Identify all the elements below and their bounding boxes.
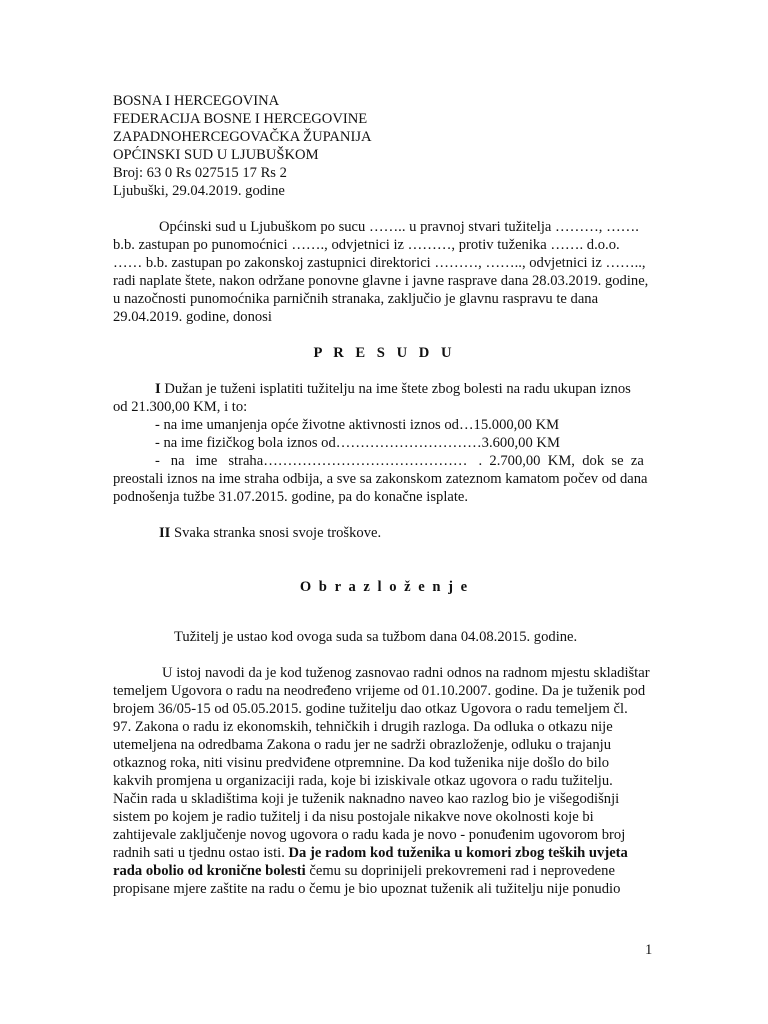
reasoning-line: propisane mjere zaštite na radu o čemu je bio upoznat tuženik ali tužitelju nije ponudio [113, 881, 621, 897]
reasoning-line: kakvih promjena u organizaciji rada, koje bi iziskivale otkaz ugovora o radu tužitelju. [113, 773, 613, 789]
reasoning-line: sistem po kojem je radio tužitelj i da nisu postojale nikakve nove okolnosti koje bi [113, 809, 594, 825]
reasoning-text: čemu su doprinijeli prekovremeni rad i neprovedene [305, 863, 615, 879]
intro-line: 29.04.2019. godine, donosi [113, 309, 272, 325]
verdict-text: Dužan je tuženi isplatiti tužitelju na ime štete zbog bolesti na radu ukupan iznos [160, 381, 631, 397]
intro-line: u nazočnosti punomoćnika parničnih stranaka, zaključio je glavnu raspravu te dana [113, 291, 599, 307]
header-canton: ZAPADNOHERCEGOVAČKA ŽUPANIJA [113, 129, 372, 145]
reasoning-line: Način rada u skladištima koji je tuženik naknadno naveo kao razlog bio je višegodišnji [113, 791, 620, 807]
verdict-item: - na ime straha…………………………………… . 2.700,00 KM, dok se za [155, 453, 644, 469]
verdict-point-1 [155, 380, 631, 398]
header-federation: FEDERACIJA BOSNE I HERCEGOVINE [113, 111, 368, 127]
reasoning-line: otkaznog roka, niti visinu predviđene otpremnine. Da kod tuženika nije došlo do bilo [113, 755, 610, 771]
reasoning-line [113, 844, 628, 862]
header-court: OPĆINSKI SUD U LJUBUŠKOM [113, 147, 319, 163]
reasoning-bold-text: Da je radom kod tuženika u komori zbog teških uvjeta [288, 845, 628, 861]
reasoning-title: O b r a z l o ž e n j e [299, 579, 470, 595]
reasoning-text: radnih sati u tjednu ostao isti. [113, 845, 289, 861]
reasoning-bold-text: rada obolio od kronične bolesti [113, 863, 306, 879]
verdict-point-2 [159, 524, 381, 542]
verdict-line: preostali iznos na ime straha odbija, a sve sa zakonskom zateznom kamatom počev od dana [113, 471, 648, 487]
case-number: Broj: 63 0 Rs 027515 17 Rs 2 [113, 165, 287, 181]
verdict-mark-2: II [159, 525, 171, 541]
reasoning-paragraph: Tužitelj je ustao kod ovoga suda sa tužbom dana 04.08.2015. godine. [174, 629, 578, 645]
reasoning-line: U istoj navodi da je kod tuženog zasnovao radni odnos na radnom mjestu skladištar [162, 665, 650, 681]
verdict-text: Svaka stranka snosi svoje troškove. [170, 525, 382, 541]
reasoning-line: brojem 36/05-15 od 05.05.2015. godine tužitelju dao otkaz Ugovora o radu temeljem čl. [113, 701, 628, 717]
reasoning-line: 97. Zakona o radu iz ekonomskih, tehničkih i drugih razloga. Da odluka o otkazu nije [113, 719, 613, 735]
verdict-title: P R E S U D U [313, 345, 456, 361]
reasoning-line: temeljem Ugovora o radu na neodređeno vrijeme od 01.10.2007. godine. Da je tuženik pod [113, 683, 646, 699]
reasoning-line: utemeljena na odredbama Zakona o radu jer ne sadrži obrazloženje, odluku o trajanju [113, 737, 612, 753]
intro-line: Općinski sud u Ljubuškom po sucu …….. u pravnoj stvari tužitelja ………, ……. [159, 219, 639, 235]
verdict-line: podnošenja tužbe 31.07.2015. godine, pa do konačne isplate. [113, 489, 469, 505]
header-country: BOSNA I HERCEGOVINA [113, 93, 280, 109]
verdict-item: - na ime umanjenja opće životne aktivnosti iznos od…15.000,00 KM [155, 417, 560, 433]
verdict-mark-1: I [155, 381, 161, 397]
place-date: Ljubuški, 29.04.2019. godine [113, 183, 285, 199]
reasoning-line [113, 862, 615, 880]
intro-line: b.b. zastupan po punomoćnici ……., odvjetnici iz ………, protiv tuženika ……. d.o.o. [113, 237, 620, 253]
intro-line: radi naplate štete, nakon održane ponovne glavne i javne rasprave dana 28.03.2019. godine, [113, 273, 649, 289]
page-number: 1 [645, 942, 653, 958]
reasoning-line: zahtijevale zaključenje novog ugovora o radu kada je novo - ponuđenim ugovorom broj [113, 827, 626, 843]
verdict-item: - na ime fizičkog bola iznos od…………………………3.600,00 KM [155, 435, 560, 451]
verdict-line: od 21.300,00 KM, i to: [113, 399, 248, 415]
intro-line: …… b.b. zastupan po zakonskoj zastupnici direktorici ………, …….., odvjetnici iz …….., [113, 255, 646, 271]
